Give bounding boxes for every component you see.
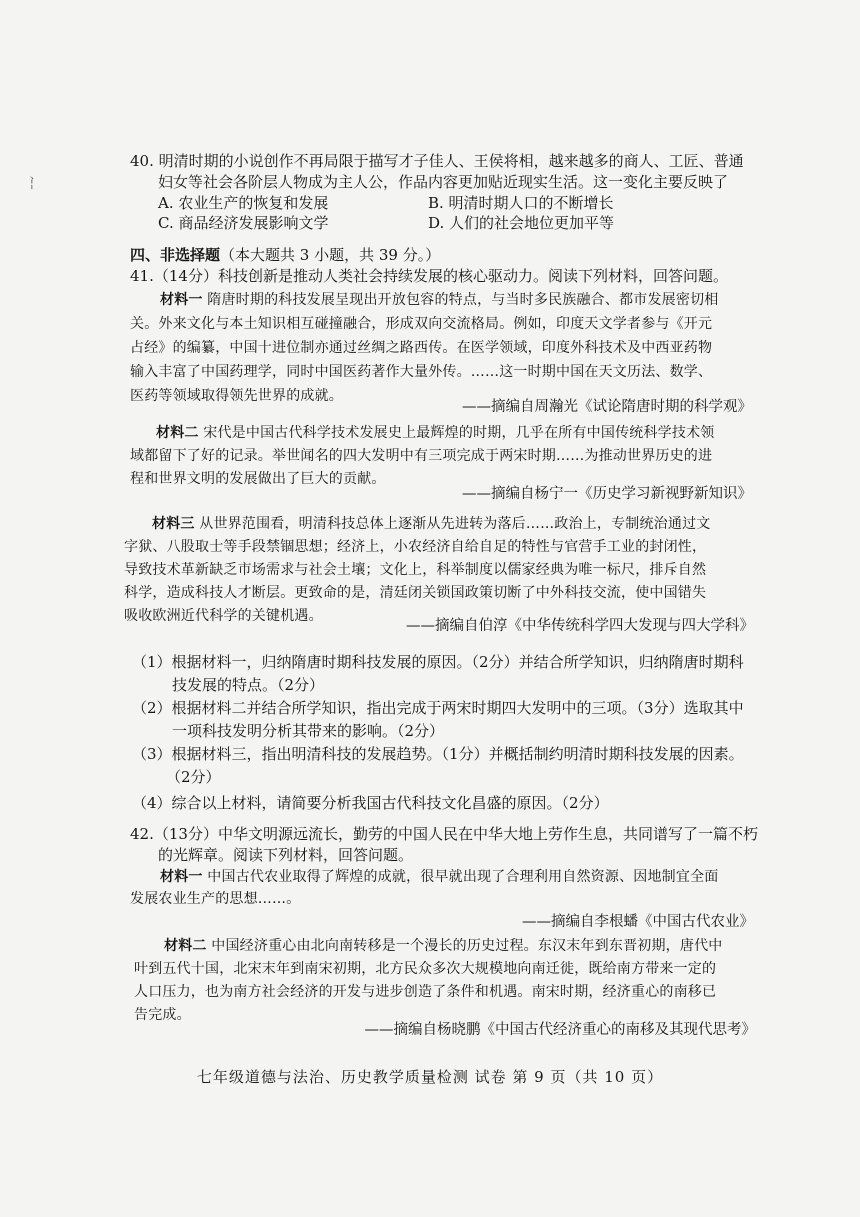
q41-sub2-line1: （2）根据材料二并结合所学知识，指出完成于两宋时期四大发明中的三项。（3分）选取其中: [132, 699, 744, 717]
q41-material3-line2: 字狱、八股取士等手段禁锢思想；经济上，小农经济自给自足的特性与官营手工业的封闭性，: [124, 539, 707, 555]
q40-option-c: C. 商品经济发展影响文学: [158, 214, 329, 232]
q41-material3-line3: 导致技术革新缺乏市场需求与社会土壤；文化上，科举制度以儒家经典为唯一标尺，排斥自然: [124, 562, 707, 578]
q41-material1-line2: 关。外来文化与本土知识相互碰撞融合，形成双向交流格局。例如，印度天文学者参与《开元: [130, 316, 713, 332]
q42-material1-line1: [160, 867, 718, 888]
q41-material3-label: 材料三: [152, 516, 195, 532]
q41-material1-label: 材料一: [160, 292, 203, 308]
q41-sub2-line2: 一项科技发明分析其带来的影响。（2分）: [172, 722, 445, 740]
q42-material1-label: 材料一: [160, 869, 203, 885]
q40-option-b: B. 明清时期人口的不断增长: [428, 194, 614, 212]
q40-line2: 妇女等社会各阶层人物成为主人公，作品内容更加贴近现实生活。这一变化主要反映了: [158, 173, 729, 191]
section-heading: [130, 245, 440, 266]
q41-material3-text: 从世界范围看，明清科技总体上逐渐从先进转为落后……政治上，专制统治通过文: [199, 516, 711, 532]
q41-material2-line3: 程和世界文明的发展做出了巨大的贡献。: [130, 471, 386, 487]
q40-option-d: D. 人们的社会地位更加平等: [428, 214, 615, 232]
section-note: （本大题共 3 小题，共 39 分。）: [220, 246, 441, 264]
q41-material1-line5: 医药等领域取得领先世界的成就。: [130, 388, 343, 404]
q42-material2-line3: 人口压力，也为南方社会经济的开发与进步创造了条件和机遇。南宋时期，经济重心的南移已: [134, 984, 717, 1000]
q40-line1: 40. 明清时期的小说创作不再局限于描写才子佳人、王侯将相，越来越多的商人、工匠、普通: [130, 152, 744, 170]
q41-material3-line5: 吸收欧洲近代科学的关键机遇。: [124, 608, 323, 624]
q41-sub3-line1: （3）根据材料三，指出明清科技的发展趋势。（1分）并概括制约明清时期科技发展的因素。: [132, 745, 744, 763]
q41-sub4-line1: （4）综合以上材料，请简要分析我国古代科技文化昌盛的原因。（2分）: [132, 794, 609, 812]
q41-material1-source: ——摘编自周瀚光《试论隋唐时期的科学观》: [462, 399, 752, 415]
q41-material1-text: 隋唐时期的科技发展呈现出开放包容的特点，与当时多民族融合、都市发展密切相: [207, 292, 719, 308]
q41-material2-label: 材料二: [156, 425, 199, 441]
q41-material2-line1: [156, 423, 714, 444]
q42-material1-line2: 发展农业生产的思想……。: [130, 891, 301, 907]
q42-material2-source: ——摘编自杨晓鹏《中国古代经济重心的南移及其现代思考》: [364, 1022, 756, 1038]
q41-material1-line1: [160, 290, 718, 311]
q41-material2-text: 宋代是中国古代科学技术发展史上最辉煌的时期，几乎在所有中国传统科学技术领: [203, 425, 715, 441]
q42-material1-source: ——摘编自李根蟠《中国古代农业》: [522, 914, 754, 930]
q42-line2: 的光辉章。阅读下列材料，回答问题。: [158, 846, 414, 864]
margin-mark: 、 ¦: [30, 168, 41, 190]
q42-material2-line2: 叶到五代十国，北宋末年到南宋初期，北方民众多次大规模地向南迁徙，既给南方带来一定的: [134, 961, 717, 977]
q41-material3-source: ——摘编自伯淳《中华传统科学四大发现与四大学科》: [406, 618, 754, 634]
q42-material2-line1: [164, 936, 722, 957]
q41-material2-line2: 域都留下了好的记录。举世闻名的四大发明中有三项完成于两宋时期……为推动世界历史的进: [130, 448, 713, 464]
q42-material2-line4: 告完成。: [134, 1007, 191, 1023]
q41-sub3-line2: （2分）: [166, 768, 221, 786]
page-footer: 七年级道德与法治、历史教学质量检测 试卷 第 9 页（共 10 页）: [196, 1068, 664, 1086]
q42-line1: 42.（13分）中华文明源远流长，勤劳的中国人民在中华大地上劳作生息，共同谱写了一篇不朽: [130, 825, 758, 843]
q42-material2-label: 材料二: [164, 938, 207, 954]
q41-sub1-line1: （1）根据材料一，归纳隋唐时期科技发展的原因。（2分）并结合所学知识，归纳隋唐时期科: [132, 653, 744, 671]
q40-option-a: A. 农业生产的恢复和发展: [158, 194, 329, 212]
q41-material2-source: ——摘编自杨宁一《历史学习新视野新知识》: [462, 486, 752, 502]
q41-material3-line4: 科学，造成科技人才断层。更致命的是，清廷闭关锁国政策切断了中外科技交流，使中国错失: [124, 585, 707, 601]
q41-material3-line1: [152, 514, 710, 535]
q41-intro: 41.（14分）科技创新是推动人类社会持续发展的核心驱动力。阅读下列材料，回答问题。: [130, 267, 728, 285]
q41-sub1-line2: 技发展的特点。（2分）: [172, 676, 325, 694]
section-title: 四、非选择题: [130, 246, 221, 264]
q42-material1-text: 中国古代农业取得了辉煌的成就，很早就出现了合理利用自然资源、因地制宜全面: [207, 869, 719, 885]
q41-material1-line4: 输入丰富了中国药理学，同时中国医药著作大量外传。……这一时期中国在天文历法、数学、: [130, 364, 713, 380]
q42-material2-text: 中国经济重心由北向南转移是一个漫长的历史过程。东汉末年到东晋初期，唐代中: [211, 938, 723, 954]
q41-material1-line3: 占经》的编纂，中国十进位制亦通过丝绸之路西传。在医学领域，印度外科技术及中西亚药物: [130, 340, 713, 356]
